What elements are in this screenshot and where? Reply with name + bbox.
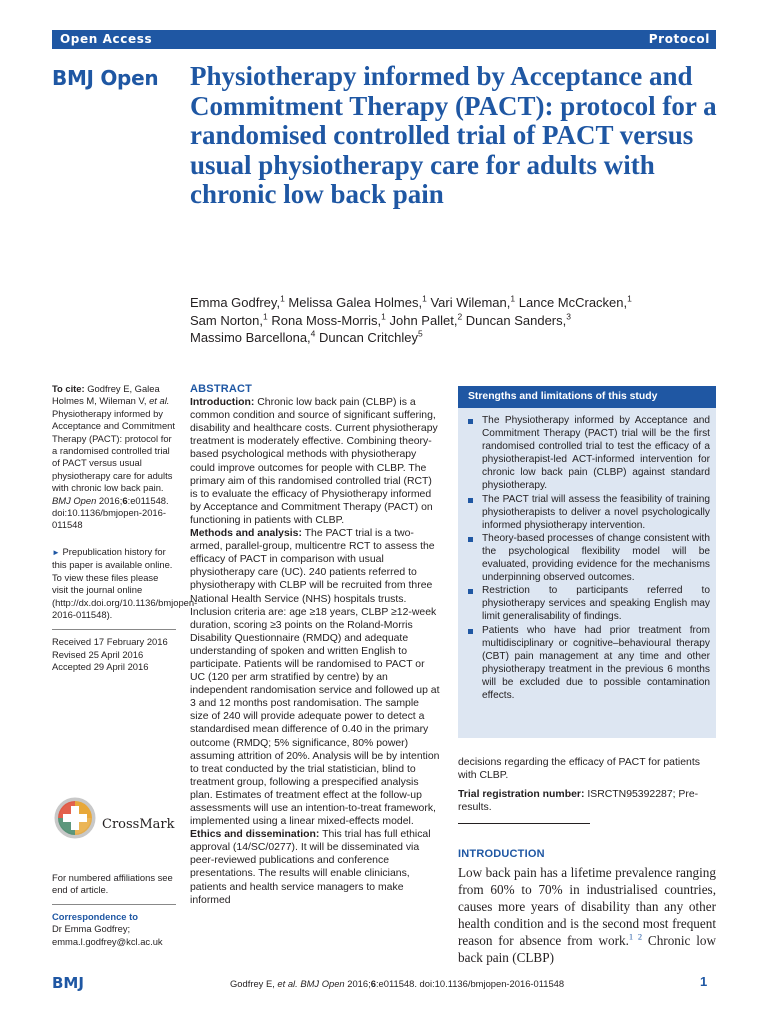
list-item: [468, 532, 710, 584]
abstract-ethics: [190, 828, 440, 907]
author: Massimo Barcellona,: [190, 330, 311, 345]
author-list: [190, 294, 730, 347]
footer-cite-volume: 6: [370, 978, 376, 989]
introduction-body-cont: Chronic low back pain (CLBP): [458, 933, 717, 966]
abstract: [190, 383, 440, 907]
crossmark-label: CrossMark: [102, 817, 175, 832]
dates-block: [52, 629, 176, 673]
author: Duncan Sanders,: [465, 312, 567, 328]
affiliation-marker: 1: [280, 293, 285, 304]
crossmark-badge[interactable]: [54, 797, 178, 847]
prepublication-note: [52, 545, 198, 621]
introduction-body: Low back pain has a lifetime prevalence ranging from 60% to 70% in industrialised countries, causes more years of disability than any other health condition and is the second most frequent reason for absence from work.: [458, 865, 716, 949]
list-item: [468, 624, 710, 703]
list-item-text: Patients who have had prior treatment from multidisciplinary or cognitive–behavioural therapy (CBT) pain management at any time and other physiotherapy treatment in the previous 6 months will be excluded due to possible contamination effects.: [482, 624, 710, 701]
correspondence-name: Dr Emma Godfrey;: [52, 923, 131, 935]
author: Lance McCracken,: [518, 295, 628, 310]
list-item-text: Restriction to participants referred to physiotherapy services and speaking English may limit generalisability of findings.: [482, 585, 710, 623]
intro-text: Chronic low back pain (CLBP) is a common condition and source of significant suffering, disability and healthcare costs. Current physiotherapy treatment is moderately effective. Combining theory-based psychological methods with physiotherapy could improve outcomes for people with CLBP. The primary aim of this randomised controlled trial (RCT) is to evaluate the efficacy of Physiotherapy informed by Acceptance and Commitment Therapy (PACT) on functioning in patients with CLBP.: [190, 397, 438, 526]
author: Vari Wileman,: [430, 295, 511, 310]
list-item-text: Theory-based processes of change consistent with the psychological flexibility model will be evaluated, providing evidence for the mechanisms underpinning observed outcomes.: [482, 532, 710, 584]
top-banner: [52, 30, 716, 49]
ethics-text: This trial has full ethical approval (14/SC/0277). It will be disseminated via peer-reviewed publications and conference presentations. The results will enable clinicians, patients and health service managers to make informed: [190, 829, 431, 906]
affiliation-marker: 1: [627, 293, 632, 304]
abstract-introduction: [190, 396, 440, 527]
author: Duncan Critchley: [319, 330, 419, 345]
cite-journal: BMJ Open: [52, 494, 97, 506]
affiliation-marker: 5: [418, 328, 423, 339]
left-sidebar: [52, 383, 198, 674]
footer-citation: [230, 978, 564, 989]
crossmark-icon: [54, 797, 96, 843]
affiliation-marker: 3: [566, 311, 571, 322]
author: John Pallet,: [389, 312, 458, 328]
affiliation-marker: 1: [262, 311, 268, 322]
footer-cite-year: 2016;: [344, 978, 371, 989]
cite-authors: Godfrey E, Galea Holmes M, Wileman V,: [52, 383, 160, 407]
abstract-continued: [458, 756, 716, 814]
abstract-continued-text: decisions regarding the efficacy of PACT for patients with CLBP.: [458, 757, 700, 782]
affiliations-note: For numbered affiliations see end of article.: [52, 872, 173, 896]
correspondence-block: [52, 904, 176, 948]
affiliation-marker: 1: [422, 293, 427, 304]
methods-text: The PACT trial is a two-armed, parallel-group, multicentre RCT to assess the efficacy of PACT in comparison with usual physiotherapy care (UC). 240 patients referred to physiotherapy with CLBP will be recruited from three National Health Service (NHS) hospitals trusts. Inclusion criteria are: age ≥18 years, CLBP ≥12-week duration, scoring ≥3 points on the Roland-Morris Disability Questionnaire (RMDQ) and adequate understanding of spoken and written English to participate. Patients will be randomised to PACT or UC (120 per arm stratified by centre) by an independent randomisation service and followed up at 3 and 12 months post randomisation. The sample size of 240 will provide adequate power to detect a standardised mean difference of 0.40 in the primary outcome (RMDQ; 5% significance, 80% power) assuming attrition of 20%. Analysis will be by intention to treat conducted by the trial statistician, blind to treatment group, following a prespecified analysis plan. Estimates of treatment effect at the follow-up assessments will use an intention-to-treat framework, implemented using a linear mixed-effects model.: [190, 528, 440, 828]
prepublication-text[interactable]: Prepublication history for this paper is available online. To view these files please visit the journal online (http://dx.doi.org/10.1136/bmjopen-2016-011548).: [52, 545, 198, 620]
strengths-box-heading: Strengths and limitations of this study: [458, 386, 716, 408]
divider: [458, 823, 590, 824]
affiliation-marker: 2: [457, 311, 463, 322]
introduction-text: [458, 864, 716, 967]
reference-link[interactable]: 1 2: [628, 931, 643, 942]
triangle-icon: ►: [52, 547, 60, 557]
affiliation-marker: 1: [510, 293, 516, 304]
square-bullet-icon: [468, 629, 473, 634]
cite-etal: et al.: [149, 395, 170, 407]
cite-year: 2016;: [98, 494, 123, 506]
affiliation-marker: 4: [310, 328, 316, 339]
list-item: [468, 414, 710, 493]
article-title: Physiotherapy informed by Acceptance and Commitment Therapy (PACT): protocol for a randomised controlled trial of PACT versus usual physiotherapy care for adults with chronic low back pain: [190, 61, 717, 209]
ethics-label: Ethics and dissemination:: [190, 829, 320, 841]
list-item: [468, 584, 710, 623]
list-item: [468, 493, 710, 532]
cite-doi: :e011548. doi:10.1136/bmjopen-2016-011548: [52, 494, 169, 531]
received-date: Received 17 February 2016: [52, 636, 168, 648]
citation-block: [52, 383, 176, 532]
cite-title: Physiotherapy informed by Acceptance and Commitment Therapy (PACT): protocol for a randomised controlled trial of PACT versus usual physiotherapy care for adults with chronic low back pain.: [52, 407, 175, 494]
revised-date: Revised 25 April 2016: [52, 648, 144, 660]
journal-logo: BMJ Open: [52, 66, 159, 90]
strengths-list: [458, 408, 716, 702]
list-item-text: The PACT trial will assess the feasibility of training physiotherapists to deliver a novel psychologically informed physiotherapy intervention.: [482, 493, 710, 531]
accepted-date: Accepted 29 April 2016: [52, 661, 149, 673]
open-access-label: Open Access: [60, 32, 153, 46]
correspondence-heading: Correspondence to: [52, 910, 138, 922]
trial-registration-text: ISRCTN95392287; Pre-results.: [458, 789, 699, 814]
abstract-heading: ABSTRACT: [190, 383, 253, 395]
author: Sam Norton,: [190, 312, 263, 328]
footer-cite-author: Godfrey E,: [230, 978, 275, 989]
trial-registration-label: Trial registration number:: [458, 789, 585, 801]
cite-volume: 6: [122, 494, 128, 506]
square-bullet-icon: [468, 498, 473, 503]
footer-cite-doi: :e011548. doi:10.1136/bmjopen-2016-011548: [375, 978, 565, 989]
cite-label: To cite:: [52, 383, 85, 394]
affiliations-note-block: [52, 872, 176, 948]
strengths-limitations-box: [458, 386, 716, 738]
trial-registration: [458, 788, 716, 814]
abstract-methods: [190, 527, 440, 828]
author: Melissa Galea Holmes,: [288, 295, 423, 310]
article-type-label: Protocol: [648, 32, 710, 46]
square-bullet-icon: [468, 537, 473, 542]
correspondence-email[interactable]: emma.l.godfrey@kcl.ac.uk: [52, 935, 163, 947]
affiliation-marker: 1: [381, 311, 386, 322]
intro-label: Introduction:: [190, 397, 255, 409]
footer-cite-journal: et al. BMJ Open: [277, 978, 345, 989]
list-item-text: The Physiotherapy informed by Acceptance and Commitment Therapy (PACT) trial will be the first randomised controlled trial to test the efficacy of a physiotherapist-led ACT-informed intervention for chronic low back pain (CLBP) against standard physiotherapy.: [482, 415, 710, 492]
square-bullet-icon: [468, 589, 473, 594]
introduction-heading: INTRODUCTION: [458, 848, 545, 860]
author: Emma Godfrey,: [190, 295, 281, 310]
square-bullet-icon: [468, 419, 473, 424]
author: Rona Moss-Morris,: [271, 312, 382, 328]
page-number: 1: [700, 974, 708, 989]
methods-label: Methods and analysis:: [190, 528, 302, 540]
bmj-logo: BMJ: [52, 974, 84, 992]
